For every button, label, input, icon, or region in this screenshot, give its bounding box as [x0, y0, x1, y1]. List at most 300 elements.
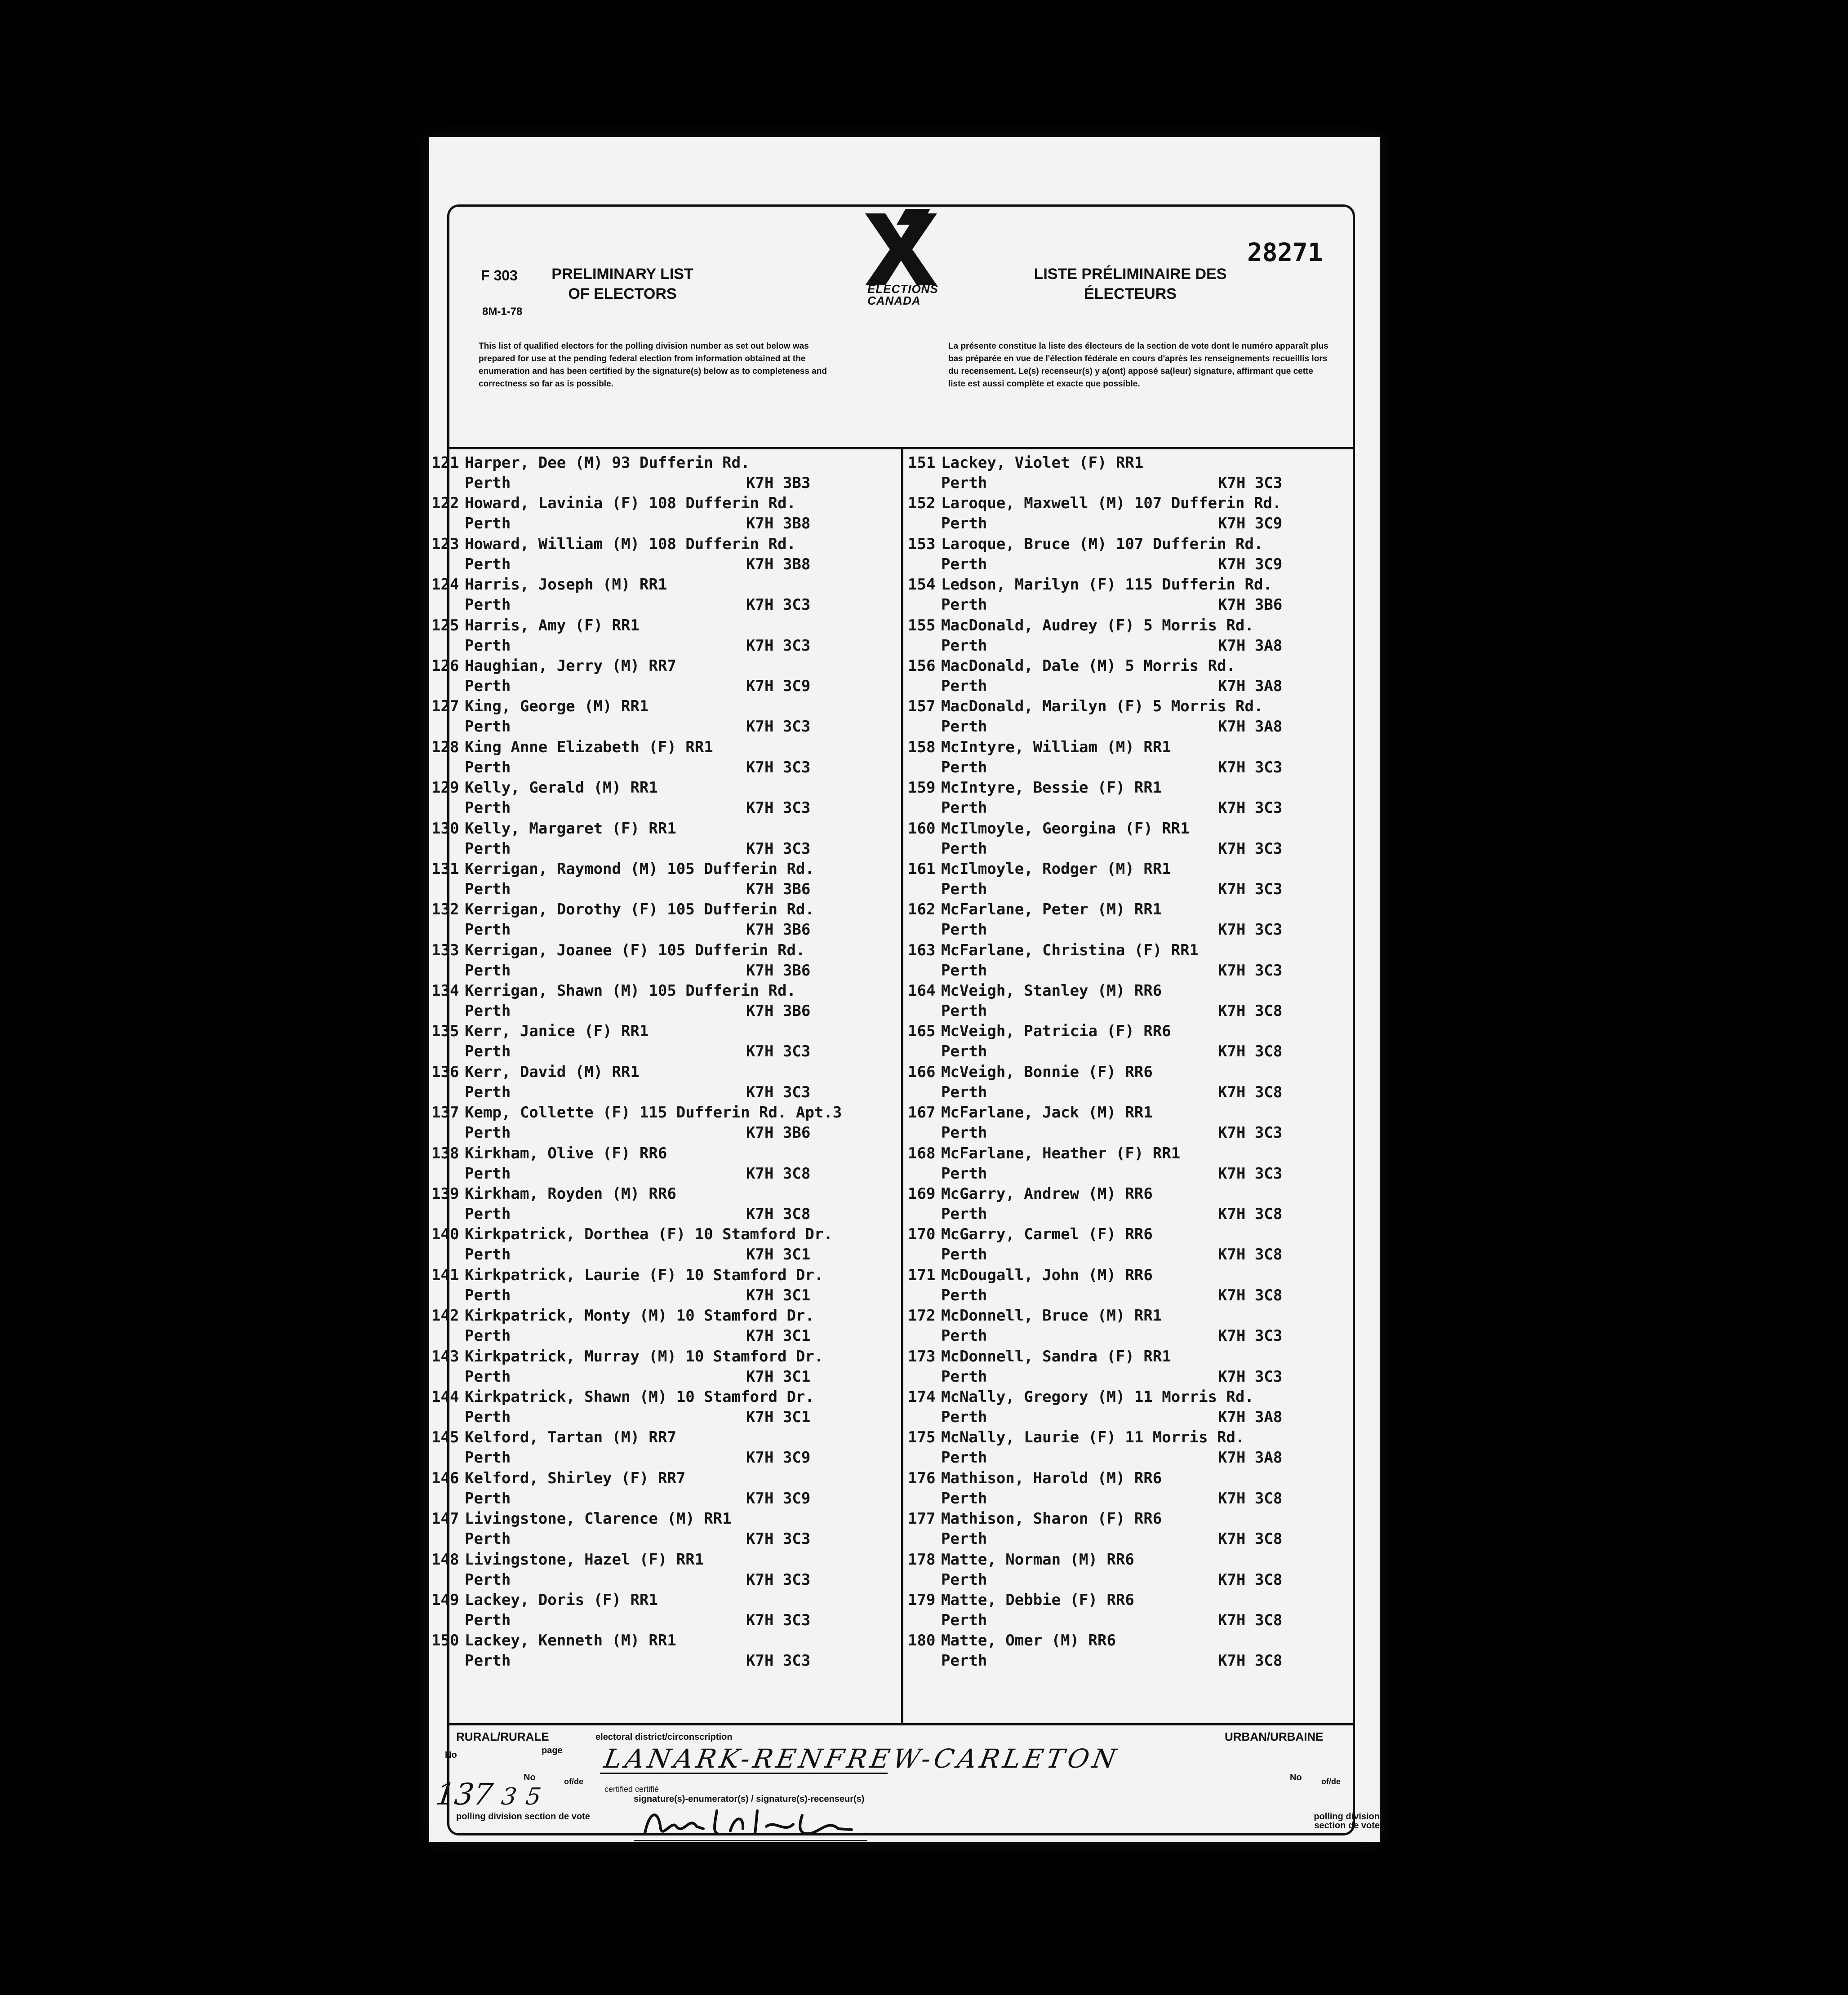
elector-postal-code: K7H 3C3 — [1218, 758, 1283, 776]
elector-entry — [431, 1225, 899, 1266]
elector-postal-code: K7H 3C3 — [1218, 880, 1283, 898]
elector-line1 — [908, 1510, 1162, 1528]
elector-city: Perth — [465, 880, 511, 898]
column-divider — [901, 447, 903, 1723]
elector-entry — [908, 1266, 1362, 1307]
elector-postal-code: K7H 3B6 — [746, 1002, 811, 1020]
elector-name: McGarry, Andrew (M) RR6 — [941, 1185, 1153, 1203]
elector-line1 — [908, 1428, 1245, 1446]
elector-number: 160 — [908, 819, 936, 838]
rural-label: RURAL/RURALE — [456, 1730, 549, 1743]
elector-postal-code: K7H 3C3 — [746, 636, 811, 655]
elector-line1 — [908, 1631, 1116, 1649]
elector-number: 133 — [431, 941, 459, 959]
elector-postal-code: K7H 3C8 — [1218, 1286, 1283, 1304]
elector-line1 — [908, 779, 1162, 797]
elector-entry — [431, 576, 899, 616]
elector-postal-code: K7H 3B6 — [746, 880, 811, 898]
elector-entry — [431, 820, 899, 860]
elector-entry — [908, 1469, 1362, 1510]
elector-number: 180 — [908, 1631, 936, 1650]
elector-name: McDonnell, Bruce (M) RR1 — [941, 1307, 1162, 1325]
elector-number: 137 — [431, 1104, 459, 1122]
elector-postal-code: K7H 3B6 — [1218, 596, 1283, 614]
elector-postal-code: K7H 3C3 — [746, 718, 811, 736]
page-label: page — [542, 1746, 563, 1756]
elector-entry — [908, 779, 1362, 819]
elector-number: 168 — [908, 1144, 936, 1162]
elector-number: 167 — [908, 1104, 936, 1122]
elector-postal-code: K7H 3C8 — [1218, 1246, 1283, 1264]
elector-postal-code: K7H 3C3 — [746, 1083, 811, 1101]
elector-name: Kirkpatrick, Laurie (F) 10 Stamford Dr. — [465, 1266, 824, 1284]
elector-postal-code: K7H 3C1 — [746, 1367, 811, 1386]
elector-name: Kelly, Margaret (F) RR1 — [465, 819, 676, 838]
elector-city: Perth — [941, 1408, 987, 1426]
elector-name: Kemp, Collette (F) 115 Dufferin Rd. Apt.3 — [465, 1104, 842, 1122]
elector-name: Howard, Lavinia (F) 108 Dufferin Rd. — [465, 494, 796, 513]
elector-postal-code: K7H 3C3 — [746, 1530, 811, 1548]
elector-city: Perth — [941, 1164, 987, 1183]
elector-entry — [431, 535, 899, 576]
elector-line1 — [431, 494, 796, 512]
elector-entry — [908, 697, 1362, 738]
elector-city: Perth — [465, 1570, 511, 1589]
elector-number: 176 — [908, 1469, 936, 1487]
elector-city: Perth — [465, 1652, 511, 1670]
elector-line1 — [431, 982, 796, 1000]
elector-number: 156 — [908, 656, 936, 675]
elector-line1 — [431, 657, 676, 675]
elector-name: MacDonald, Dale (M) 5 Morris Rd. — [941, 656, 1236, 675]
elector-postal-code: K7H 3C3 — [1218, 839, 1283, 858]
elector-entry — [431, 1144, 899, 1185]
elector-name: McDonnell, Sandra (F) RR1 — [941, 1347, 1171, 1365]
elector-name: McGarry, Carmel (F) RR6 — [941, 1225, 1153, 1244]
elector-number: 138 — [431, 1144, 459, 1162]
elector-entry — [431, 1631, 899, 1672]
elector-entry — [431, 454, 899, 494]
elector-postal-code: K7H 3C3 — [1218, 474, 1283, 492]
elector-line1 — [431, 820, 676, 838]
elector-entry — [431, 1469, 899, 1510]
elector-entry — [431, 616, 899, 657]
elector-line1 — [908, 1591, 1134, 1609]
elector-entry — [431, 1510, 899, 1550]
elector-city: Perth — [465, 474, 511, 492]
elector-name: Kirkpatrick, Monty (M) 10 Stamford Dr. — [465, 1307, 814, 1325]
elector-entry — [431, 1551, 899, 1591]
elector-city: Perth — [465, 677, 511, 695]
elector-name: Livingstone, Hazel (F) RR1 — [465, 1550, 704, 1569]
elector-number: 131 — [431, 860, 459, 878]
elector-line1 — [908, 1266, 1153, 1284]
elector-name: Kerrigan, Joanee (F) 105 Dufferin Rd. — [465, 941, 805, 959]
elector-line1 — [431, 860, 814, 878]
logo-text: ELECTIONS CANADA — [867, 282, 938, 307]
elector-postal-code: K7H 3C8 — [746, 1205, 811, 1224]
elector-entry — [431, 779, 899, 819]
elector-line1 — [908, 1348, 1171, 1365]
elector-name: Kelly, Gerald (M) RR1 — [465, 779, 658, 797]
elector-line1 — [431, 1510, 732, 1528]
handwritten-district: LANARK-RENFREW-CARLETON — [602, 1743, 1122, 1774]
elector-entry — [908, 1185, 1362, 1225]
elector-number: 139 — [431, 1185, 459, 1203]
elector-number: 122 — [431, 494, 459, 513]
elector-line1 — [908, 1063, 1153, 1081]
elector-entry — [908, 1388, 1362, 1428]
elector-postal-code: K7H 3C8 — [1218, 1611, 1283, 1629]
elector-name: Harris, Amy (F) RR1 — [465, 616, 640, 634]
handwritten-polling-division — [434, 1777, 544, 1812]
elector-entry — [908, 900, 1362, 941]
elector-entry — [908, 1428, 1362, 1469]
title-french: LISTE PRÉLIMINAIRE DES ÉLECTEURS — [1034, 266, 1227, 302]
elector-line1 — [908, 1551, 1134, 1569]
elector-number: 121 — [431, 454, 459, 472]
elector-postal-code: K7H 3C8 — [1218, 1205, 1283, 1224]
elector-line1 — [431, 1063, 640, 1081]
elector-entry — [908, 1022, 1362, 1063]
elector-entry — [908, 1510, 1362, 1550]
elector-number: 125 — [431, 616, 459, 634]
elector-name: Kerr, David (M) RR1 — [465, 1063, 640, 1081]
electoral-district-label: electoral district/circonscription — [595, 1732, 733, 1742]
elector-postal-code: K7H 3C1 — [746, 1408, 811, 1426]
signature-label: signature(s)-enumerator(s) / signature(s)-recenseur(s) — [634, 1794, 865, 1804]
elector-city: Perth — [465, 758, 511, 776]
elector-entry — [908, 1225, 1362, 1266]
of-label-right: of/de — [1321, 1777, 1341, 1786]
elector-entry — [908, 1348, 1362, 1388]
elector-city: Perth — [465, 1327, 511, 1345]
elector-name: Matte, Norman (M) RR6 — [941, 1550, 1134, 1569]
elector-line1 — [908, 535, 1263, 553]
elector-city: Perth — [941, 677, 987, 695]
elector-postal-code: K7H 3B8 — [746, 514, 811, 533]
elector-name: McFarlane, Jack (M) RR1 — [941, 1104, 1153, 1122]
elector-line1 — [431, 1631, 676, 1649]
elector-postal-code: K7H 3C8 — [746, 1164, 811, 1183]
form-date: 8M-1-78 — [482, 306, 523, 318]
elector-name: Laroque, Maxwell (M) 107 Dufferin Rd. — [941, 494, 1282, 513]
elector-entry — [908, 454, 1362, 494]
elector-name: Kirkpatrick, Murray (M) 10 Stamford Dr. — [465, 1347, 824, 1365]
elector-name: Kerrigan, Raymond (M) 105 Dufferin Rd. — [465, 860, 814, 878]
elector-city: Perth — [941, 596, 987, 614]
elector-city: Perth — [941, 1449, 987, 1467]
elector-name: MacDonald, Marilyn (F) 5 Morris Rd. — [941, 697, 1263, 716]
serial-number: 28271 — [1247, 238, 1323, 267]
elector-city: Perth — [465, 1002, 511, 1020]
elector-line1 — [431, 738, 713, 756]
elector-number: 126 — [431, 656, 459, 675]
elector-city: Perth — [465, 1205, 511, 1224]
elector-city: Perth — [941, 1327, 987, 1345]
elector-city: Perth — [941, 636, 987, 655]
elector-name: Livingstone, Clarence (M) RR1 — [465, 1510, 732, 1528]
elector-entry — [908, 1063, 1362, 1104]
elector-number: 151 — [908, 454, 936, 472]
elector-line1 — [431, 779, 658, 797]
elector-number: 171 — [908, 1266, 936, 1284]
elector-name: Lackey, Doris (F) RR1 — [465, 1591, 658, 1609]
elector-line1 — [908, 657, 1235, 675]
elector-line1 — [431, 1388, 814, 1406]
elector-line1 — [431, 1266, 823, 1284]
elector-number: 154 — [908, 576, 936, 594]
elector-number: 130 — [431, 819, 459, 838]
page-number-label: No — [524, 1773, 536, 1782]
elector-postal-code: K7H 3C3 — [746, 1042, 811, 1061]
polling-division-label: polling division section de vote — [456, 1812, 590, 1822]
elector-postal-code: K7H 3C8 — [1218, 1002, 1283, 1020]
handwritten-polling-number: 137 — [433, 1777, 495, 1812]
elector-name: Harris, Joseph (M) RR1 — [465, 576, 667, 594]
electors-list-sheet — [429, 137, 1380, 1842]
elector-city: Perth — [941, 514, 987, 533]
elector-city: Perth — [941, 1286, 987, 1304]
elector-number: 164 — [908, 982, 936, 1000]
elector-line1 — [908, 1104, 1153, 1122]
elector-line1 — [431, 1348, 823, 1365]
elector-line1 — [431, 1428, 676, 1446]
elector-city: Perth — [941, 1124, 987, 1142]
elector-entry — [431, 1428, 899, 1469]
elector-number: 166 — [908, 1063, 936, 1081]
elector-number: 136 — [431, 1063, 459, 1081]
elector-entry — [431, 982, 899, 1022]
signature-underline — [634, 1840, 867, 1841]
elector-postal-code: K7H 3B8 — [746, 555, 811, 573]
elector-entry — [908, 1591, 1362, 1631]
elector-number: 155 — [908, 616, 936, 634]
elector-entry — [908, 616, 1362, 657]
elector-entry — [908, 941, 1362, 982]
elector-name: Matte, Debbie (F) RR6 — [941, 1591, 1134, 1609]
elector-postal-code: K7H 3C1 — [746, 1286, 811, 1304]
elector-entry — [908, 1104, 1362, 1144]
elector-city: Perth — [941, 799, 987, 817]
elector-name: Kirkpatrick, Shawn (M) 10 Stamford Dr. — [465, 1388, 814, 1406]
elector-number: 162 — [908, 900, 936, 919]
elector-number: 148 — [431, 1550, 459, 1569]
elector-city: Perth — [941, 718, 987, 736]
elector-name: Haughian, Jerry (M) RR7 — [465, 656, 676, 675]
elector-line1 — [431, 1185, 676, 1203]
elector-number: 161 — [908, 860, 936, 878]
elector-entry — [908, 1144, 1362, 1185]
elector-city: Perth — [465, 1408, 511, 1426]
elector-postal-code: K7H 3C8 — [1218, 1042, 1283, 1061]
elector-line1 — [908, 1225, 1153, 1243]
elector-entry — [431, 494, 899, 535]
elector-line1 — [908, 941, 1199, 959]
elector-city: Perth — [941, 1042, 987, 1061]
elector-entry — [431, 1063, 899, 1104]
elector-line1 — [431, 900, 814, 918]
elector-city: Perth — [465, 636, 511, 655]
elector-number: 127 — [431, 697, 459, 716]
elector-postal-code: K7H 3C3 — [1218, 799, 1283, 817]
elector-line1 — [908, 982, 1162, 1000]
elector-postal-code: K7H 3C3 — [1218, 1367, 1283, 1386]
elector-city: Perth — [941, 839, 987, 858]
elector-entry — [431, 1591, 899, 1631]
elector-postal-code: K7H 3C9 — [1218, 555, 1283, 573]
elector-city: Perth — [465, 799, 511, 817]
elector-number: 129 — [431, 779, 459, 797]
elector-city: Perth — [941, 1530, 987, 1548]
elector-postal-code: K7H 3C3 — [746, 1570, 811, 1589]
elector-city: Perth — [465, 1124, 511, 1142]
elector-entry — [908, 1551, 1362, 1591]
elector-postal-code: K7H 3C9 — [746, 677, 811, 695]
elector-line1 — [431, 576, 667, 594]
elector-number: 177 — [908, 1510, 936, 1528]
elector-city: Perth — [941, 555, 987, 573]
elector-name: McDougall, John (M) RR6 — [941, 1266, 1153, 1284]
elector-city: Perth — [465, 555, 511, 573]
elector-entry — [908, 1307, 1362, 1347]
elector-name: Lackey, Violet (F) RR1 — [941, 454, 1144, 472]
page-of-label: of/de — [564, 1777, 583, 1786]
elector-postal-code: K7H 3C3 — [746, 758, 811, 776]
elector-city: Perth — [465, 1530, 511, 1548]
elector-name: Lackey, Kenneth (M) RR1 — [465, 1631, 676, 1650]
elector-line1 — [908, 576, 1272, 594]
elector-entry — [431, 657, 899, 697]
elector-entry — [908, 576, 1362, 616]
number-label-right: No — [1290, 1773, 1302, 1782]
elector-name: King Anne Elizabeth (F) RR1 — [465, 738, 713, 756]
elector-line1 — [908, 1307, 1162, 1325]
elector-number: 150 — [431, 1631, 459, 1650]
elector-line1 — [431, 1551, 704, 1569]
elector-name: McNally, Laurie (F) 11 Morris Rd. — [941, 1428, 1245, 1447]
elector-postal-code: K7H 3C1 — [746, 1327, 811, 1345]
elector-postal-code: K7H 3A8 — [1218, 718, 1283, 736]
elector-entry — [431, 738, 899, 779]
elector-entry — [908, 860, 1362, 900]
elector-name: Kirkham, Royden (M) RR6 — [465, 1185, 676, 1203]
elector-entry — [431, 1266, 899, 1307]
elector-entry — [908, 982, 1362, 1022]
elector-city: Perth — [465, 1489, 511, 1507]
elector-postal-code: K7H 3A8 — [1218, 1408, 1283, 1426]
elector-city: Perth — [941, 1002, 987, 1020]
elector-line1 — [431, 535, 796, 553]
elector-city: Perth — [941, 1652, 987, 1670]
elector-postal-code: K7H 3C8 — [1218, 1570, 1283, 1589]
elector-name: McIntyre, William (M) RR1 — [941, 738, 1171, 756]
elector-postal-code: K7H 3C8 — [1218, 1530, 1283, 1548]
elector-postal-code: K7H 3C3 — [746, 799, 811, 817]
elector-line1 — [431, 1225, 833, 1243]
elector-line1 — [431, 1144, 667, 1162]
elector-line1 — [908, 1388, 1254, 1406]
elector-line1 — [431, 616, 640, 634]
elector-entry — [908, 1631, 1362, 1672]
elector-name: Howard, William (M) 108 Dufferin Rd. — [465, 535, 796, 553]
elector-city: Perth — [941, 474, 987, 492]
elector-number: 141 — [431, 1266, 459, 1284]
elector-city: Perth — [465, 1042, 511, 1061]
elector-name: Laroque, Bruce (M) 107 Dufferin Rd. — [941, 535, 1263, 553]
elector-number: 153 — [908, 535, 936, 553]
elector-name: Kirkham, Olive (F) RR6 — [465, 1144, 667, 1162]
elector-city: Perth — [941, 1083, 987, 1101]
elector-number: 172 — [908, 1307, 936, 1325]
elector-postal-code: K7H 3B6 — [746, 961, 811, 980]
elector-name: Mathison, Sharon (F) RR6 — [941, 1510, 1162, 1528]
elector-entry — [431, 697, 899, 738]
elector-city: Perth — [941, 961, 987, 980]
certified-label: certified certifié — [604, 1785, 659, 1794]
elector-postal-code: K7H 3C3 — [746, 839, 811, 858]
elector-city: Perth — [465, 839, 511, 858]
elector-number: 158 — [908, 738, 936, 756]
elector-city: Perth — [465, 961, 511, 980]
elector-postal-code: K7H 3C3 — [1218, 1164, 1283, 1183]
elector-entry — [908, 494, 1362, 535]
elector-name: Kerrigan, Dorothy (F) 105 Dufferin Rd. — [465, 900, 814, 919]
elector-entry — [431, 860, 899, 900]
elector-number: 144 — [431, 1388, 459, 1406]
elector-city: Perth — [941, 758, 987, 776]
elector-postal-code: K7H 3C8 — [1218, 1652, 1283, 1670]
elector-name: McVeigh, Bonnie (F) RR6 — [941, 1063, 1153, 1081]
urban-label: URBAN/URBAINE — [1225, 1730, 1324, 1743]
elector-postal-code: K7H 3C3 — [1218, 1124, 1283, 1142]
elector-name: King, George (M) RR1 — [465, 697, 649, 716]
elector-postal-code: K7H 3B6 — [746, 921, 811, 939]
elector-postal-code: K7H 3A8 — [1218, 636, 1283, 655]
elector-entry — [908, 820, 1362, 860]
polling-division-label-right: polling division section de vote — [1314, 1812, 1380, 1831]
elector-entry — [908, 535, 1362, 576]
elector-postal-code: K7H 3C9 — [746, 1489, 811, 1507]
elector-name: McIntyre, Bessie (F) RR1 — [941, 779, 1162, 797]
elector-number: 175 — [908, 1428, 936, 1447]
elector-city: Perth — [465, 514, 511, 533]
elector-number: 157 — [908, 697, 936, 716]
electors-left-column — [431, 454, 899, 1672]
elector-name: McIlmoyle, Georgina (F) RR1 — [941, 819, 1190, 838]
elector-city: Perth — [941, 1570, 987, 1589]
elector-number: 142 — [431, 1307, 459, 1325]
elector-city: Perth — [941, 1246, 987, 1264]
elector-city: Perth — [465, 1367, 511, 1386]
elector-number: 173 — [908, 1347, 936, 1365]
elector-name: McVeigh, Stanley (M) RR6 — [941, 982, 1162, 1000]
elector-postal-code: K7H 3B3 — [746, 474, 811, 492]
elector-line1 — [908, 1469, 1162, 1487]
elector-name: Kelford, Tartan (M) RR7 — [465, 1428, 676, 1447]
footer-divider — [447, 1723, 1355, 1725]
elector-city: Perth — [941, 1489, 987, 1507]
title-english: PRELIMINARY LIST OF ELECTORS — [551, 266, 693, 302]
elector-name: McFarlane, Peter (M) RR1 — [941, 900, 1162, 919]
elector-number: 170 — [908, 1225, 936, 1244]
elector-line1 — [908, 616, 1254, 634]
description-english: This list of qualified electors for the polling division number as set out below was prepared for use at the pending federal election from information obtained at the enumeration and has been certified by the signature(s) below as to completeness and correctness so far as is possible. — [479, 341, 827, 389]
handwritten-page-of: 5 — [524, 1783, 543, 1810]
elector-city: Perth — [465, 1246, 511, 1264]
elector-line1 — [908, 820, 1190, 838]
elector-number: 128 — [431, 738, 459, 756]
